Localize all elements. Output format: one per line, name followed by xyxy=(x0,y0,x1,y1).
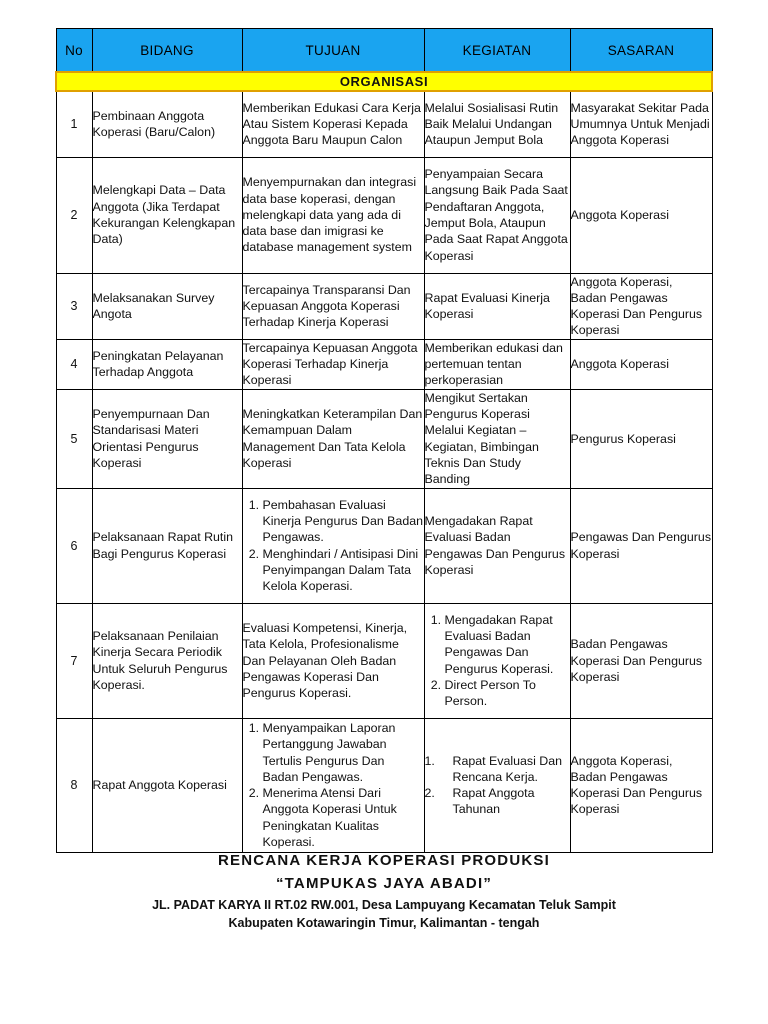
table-row xyxy=(56,718,712,852)
list-number: 1. xyxy=(424,753,435,768)
section-row xyxy=(56,72,712,91)
list-item-text: Rapat Anggota Tahunan xyxy=(452,786,535,817)
table-row xyxy=(56,339,712,389)
header-no: No xyxy=(56,29,92,73)
bidang-cell: Penyempurnaan Dan Standarisasi Materi Orientasi Pengurus Koperasi xyxy=(92,389,242,488)
sasaran-cell: Masyarakat Sekitar Pada Umumnya Untuk Menjadi Anggota Koperasi xyxy=(570,91,712,157)
tujuan-cell xyxy=(242,488,424,603)
cooperative-name: “TAMPUKAS JAYA ABADI” xyxy=(275,875,493,892)
section-label: ORGANISASI xyxy=(56,72,712,91)
tujuan-cell: Menyempurnakan dan integrasi data base koperasi, dengan melengkapi data yang ada di data base dan imigrasi ke database management system xyxy=(242,157,424,273)
table-header-row xyxy=(56,29,712,73)
row-number: 6 xyxy=(56,488,92,603)
table-row xyxy=(56,389,712,488)
table-row xyxy=(56,488,712,603)
bidang-cell: Rapat Anggota Koperasi xyxy=(92,718,242,852)
row-number: 4 xyxy=(56,339,92,389)
row-number: 5 xyxy=(56,389,92,488)
bidang-cell: Pelaksanaan Penilaian Kinerja Secara Periodik Untuk Seluruh Pengurus Koperasi. xyxy=(92,603,242,718)
tujuan-cell: Tercapainya Kepuasan Anggota Koperasi Terhadap Kinerja Koperasi xyxy=(242,339,424,389)
row-number: 2 xyxy=(56,157,92,273)
sasaran-cell: Anggota Koperasi xyxy=(570,157,712,273)
list-item-text: Rapat Evaluasi Dan Rencana Kerja. xyxy=(452,753,563,784)
table-row xyxy=(56,273,712,339)
list-item: 1. Menyampaikan Laporan Pertanggung Jawaban Tertulis Pengurus Dan Badan Pengawas. xyxy=(263,720,424,785)
list-item: 2. Direct Person To Person. xyxy=(445,677,570,710)
tujuan-list xyxy=(243,497,424,595)
sasaran-cell: Pengawas Dan Pengurus Koperasi xyxy=(570,488,712,603)
tujuan-cell: Evaluasi Kompetensi, Kinerja, Tata Kelola, Profesionalisme Dan Pelayanan Oleh Badan Pengawas Koperasi Dan Pengurus Koperasi. xyxy=(242,603,424,718)
header-bidang: BIDANG xyxy=(92,29,242,73)
tujuan-cell: Meningkatkan Keterampilan Dan Kemampuan Dalam Management Dan Tata Kelola Koperasi xyxy=(242,389,424,488)
kegiatan-cell: Rapat Evaluasi Kinerja Koperasi xyxy=(424,273,570,339)
work-plan-table xyxy=(55,28,713,853)
list-number: 2. xyxy=(424,786,435,801)
table-row xyxy=(56,91,712,157)
kegiatan-list xyxy=(425,753,570,818)
address-line-2: Kabupaten Kotawaringin Timur, Kalimantan - tengah xyxy=(228,916,540,930)
row-number: 7 xyxy=(56,603,92,718)
kegiatan-cell: Melalui Sosialisasi Rutin Baik Melalui Undangan Ataupun Jemput Bola xyxy=(424,91,570,157)
header-kegiatan: KEGIATAN xyxy=(424,29,570,73)
kegiatan-cell xyxy=(424,718,570,852)
sasaran-cell: Anggota Koperasi xyxy=(570,339,712,389)
table-row xyxy=(56,603,712,718)
row-number: 3 xyxy=(56,273,92,339)
kegiatan-cell: Mengikut Sertakan Pengurus Koperasi Melalui Kegiatan – Kegiatan, Bimbingan Teknis Dan Study Banding xyxy=(424,389,570,488)
table-row xyxy=(56,157,712,273)
sasaran-cell: Anggota Koperasi, Badan Pengawas Koperasi Dan Pengurus Koperasi xyxy=(570,273,712,339)
list-item xyxy=(425,785,570,818)
bidang-cell: Peningkatan Pelayanan Terhadap Anggota xyxy=(92,339,242,389)
kegiatan-cell: Penyampaian Secara Langsung Baik Pada Saat Pendaftaran Anggota, Jemput Bola, Ataupun Pada Saat Rapat Anggota Koperasi xyxy=(424,157,570,273)
row-number: 8 xyxy=(56,718,92,852)
kegiatan-list xyxy=(425,612,570,710)
tujuan-cell: Memberikan Edukasi Cara Kerja Atau Sistem Koperasi Kepada Anggota Baru Maupun Calon xyxy=(242,91,424,157)
list-item xyxy=(425,753,570,786)
list-item: 1. Pembahasan Evaluasi Kinerja Pengurus Dan Badan Pengawas. xyxy=(263,497,424,546)
sasaran-cell: Pengurus Koperasi xyxy=(570,389,712,488)
header-sasaran: SASARAN xyxy=(570,29,712,73)
bidang-cell: Pembinaan Anggota Koperasi (Baru/Calon) xyxy=(92,91,242,157)
tujuan-list xyxy=(243,720,424,850)
kegiatan-cell: Mengadakan Rapat Evaluasi Badan Pengawas Dan Pengurus Koperasi xyxy=(424,488,570,603)
bidang-cell: Pelaksanaan Rapat Rutin Bagi Pengurus Koperasi xyxy=(92,488,242,603)
row-number: 1 xyxy=(56,91,92,157)
tujuan-cell: Tercapainya Transparansi Dan Kepuasan Anggota Koperasi Terhadap Kinerja Koperasi xyxy=(242,273,424,339)
document-title: RENCANA KERJA KOPERASI PRODUKSI xyxy=(218,852,550,869)
kegiatan-cell xyxy=(424,603,570,718)
bidang-cell: Melengkapi Data – Data Anggota (Jika Terdapat Kekurangan Kelengkapan Data) xyxy=(92,157,242,273)
list-item: 2. Menghindari / Antisipasi Dini Penyimpangan Dalam Tata Kelola Koperasi. xyxy=(263,546,424,595)
header-tujuan: TUJUAN xyxy=(242,29,424,73)
sasaran-cell: Badan Pengawas Koperasi Dan Pengurus Koperasi xyxy=(570,603,712,718)
list-item: 2. Menerima Atensi Dari Anggota Koperasi Untuk Peningkatan Kualitas Koperasi. xyxy=(263,785,424,850)
list-item: 1. Mengadakan Rapat Evaluasi Badan Pengawas Dan Pengurus Koperasi. xyxy=(445,612,570,677)
sasaran-cell: Anggota Koperasi, Badan Pengawas Koperasi Dan Pengurus Koperasi xyxy=(570,718,712,852)
tujuan-cell xyxy=(242,718,424,852)
bidang-cell: Melaksanakan Survey Angota xyxy=(92,273,242,339)
address-line-1: JL. PADAT KARYA II RT.02 RW.001, Desa Lampuyang Kecamatan Teluk Sampit xyxy=(152,898,616,912)
kegiatan-cell: Memberikan edukasi dan pertemuan tentan perkoperasian xyxy=(424,339,570,389)
